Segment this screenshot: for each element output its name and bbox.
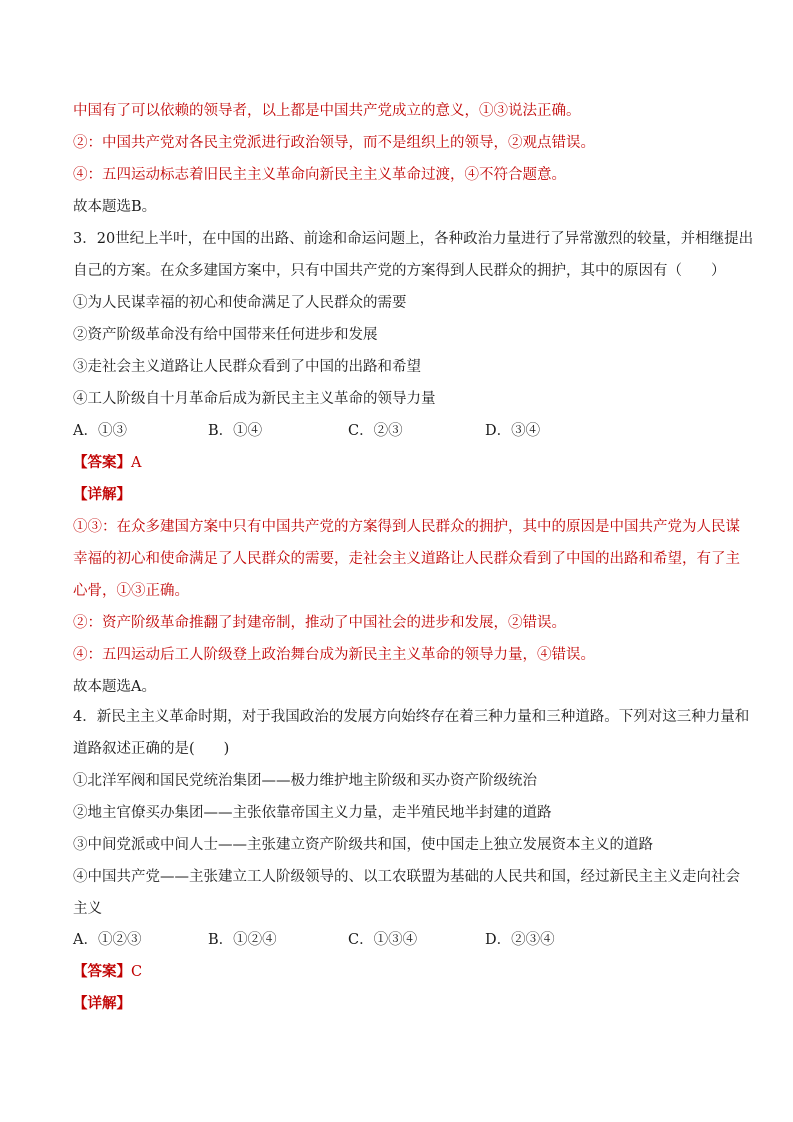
explain-line: 心骨，①③正确。 (73, 583, 189, 599)
option-d: D．③④ (485, 423, 541, 439)
statement-item: ①为人民谋幸福的初心和使命满足了人民群众的需要 (73, 295, 407, 311)
detail-tag: 【详解】 (73, 995, 131, 1012)
detail-line (73, 485, 753, 505)
conclusion-line: 故本题选B。 (73, 199, 157, 215)
answer-line (73, 962, 753, 982)
question-stem: 自己的方案。在众多建国方案中，只有中国共产党的方案得到人民群众的拥护，其中的原因有（ ） (73, 263, 726, 279)
question-stem: 3．20世纪上半叶，在中国的出路、前途和命运问题上，各种政治力量进行了异常激烈的较量，并相继提出 (73, 231, 754, 247)
statement-item: ④中国共产党——主张建立工人阶级领导的、以工农联盟为基础的人民共和国，经过新民主主义走向社会 (73, 869, 740, 885)
option-d: D．②③④ (485, 932, 555, 948)
option-b: B．①④ (208, 423, 263, 439)
option-a: A．①③ (73, 423, 127, 439)
statement-item: ③中间党派或中间人士——主张建立资产阶级共和国，使中国走上独立发展资本主义的道路 (73, 837, 653, 853)
question-stem: 4．新民主主义革命时期，对于我国政治的发展方向始终存在着三种力量和三种道路。下列对这三种力量和 (73, 709, 750, 725)
option-b: B．①②④ (208, 932, 277, 948)
statement-item: ④工人阶级自十月革命后成为新民主主义革命的领导力量 (73, 391, 436, 407)
detail-line (73, 994, 753, 1014)
option-c: C．①③④ (348, 932, 418, 948)
explain-line: ④：五四运动后工人阶级登上政治舞台成为新民主主义革命的领导力量，④错误。 (73, 647, 595, 663)
explain-line: 幸福的初心和使命满足了人民群众的需要，走社会主义道路让人民群众看到了中国的出路和希望，有了主 (73, 551, 740, 567)
option-a: A．①②③ (73, 932, 142, 948)
explain-line: 中国有了可以依赖的领导者，以上都是中国共产党成立的意义，①③说法正确。 (73, 103, 581, 119)
answer-tag: 【答案】 (73, 454, 131, 471)
statement-item: ②地主官僚买办集团——主张依靠帝国主义力量，走半殖民地半封建的道路 (73, 805, 552, 821)
statement-item: ②资产阶级革命没有给中国带来任何进步和发展 (73, 327, 378, 343)
answer-value: C (131, 964, 143, 980)
conclusion-line: 故本题选A。 (73, 679, 156, 695)
answer-value: A (131, 455, 142, 471)
answer-tag: 【答案】 (73, 963, 131, 980)
option-c: C．②③ (348, 423, 403, 439)
detail-tag: 【详解】 (73, 486, 131, 503)
explain-line: ②：资产阶级革命推翻了封建帝制，推动了中国社会的进步和发展，②错误。 (73, 615, 566, 631)
answer-line (73, 453, 753, 473)
statement-item: ③走社会主义道路让人民群众看到了中国的出路和希望 (73, 359, 421, 375)
explain-line: ①③：在众多建国方案中只有中国共产党的方案得到人民群众的拥护，其中的原因是中国共产党为人民谋 (73, 519, 740, 535)
statement-item: 主义 (73, 901, 102, 917)
explain-line: ②：中国共产党对各民主党派进行政治领导，而不是组织上的领导，②观点错误。 (73, 135, 595, 151)
statement-item: ①北洋军阀和国民党统治集团——极力维护地主阶级和买办资产阶级统治 (73, 773, 537, 789)
explain-line: ④：五四运动标志着旧民主主义革命向新民主主义革命过渡，④不符合题意。 (73, 167, 566, 183)
question-stem: 道路叙述正确的是( ) (73, 741, 230, 757)
